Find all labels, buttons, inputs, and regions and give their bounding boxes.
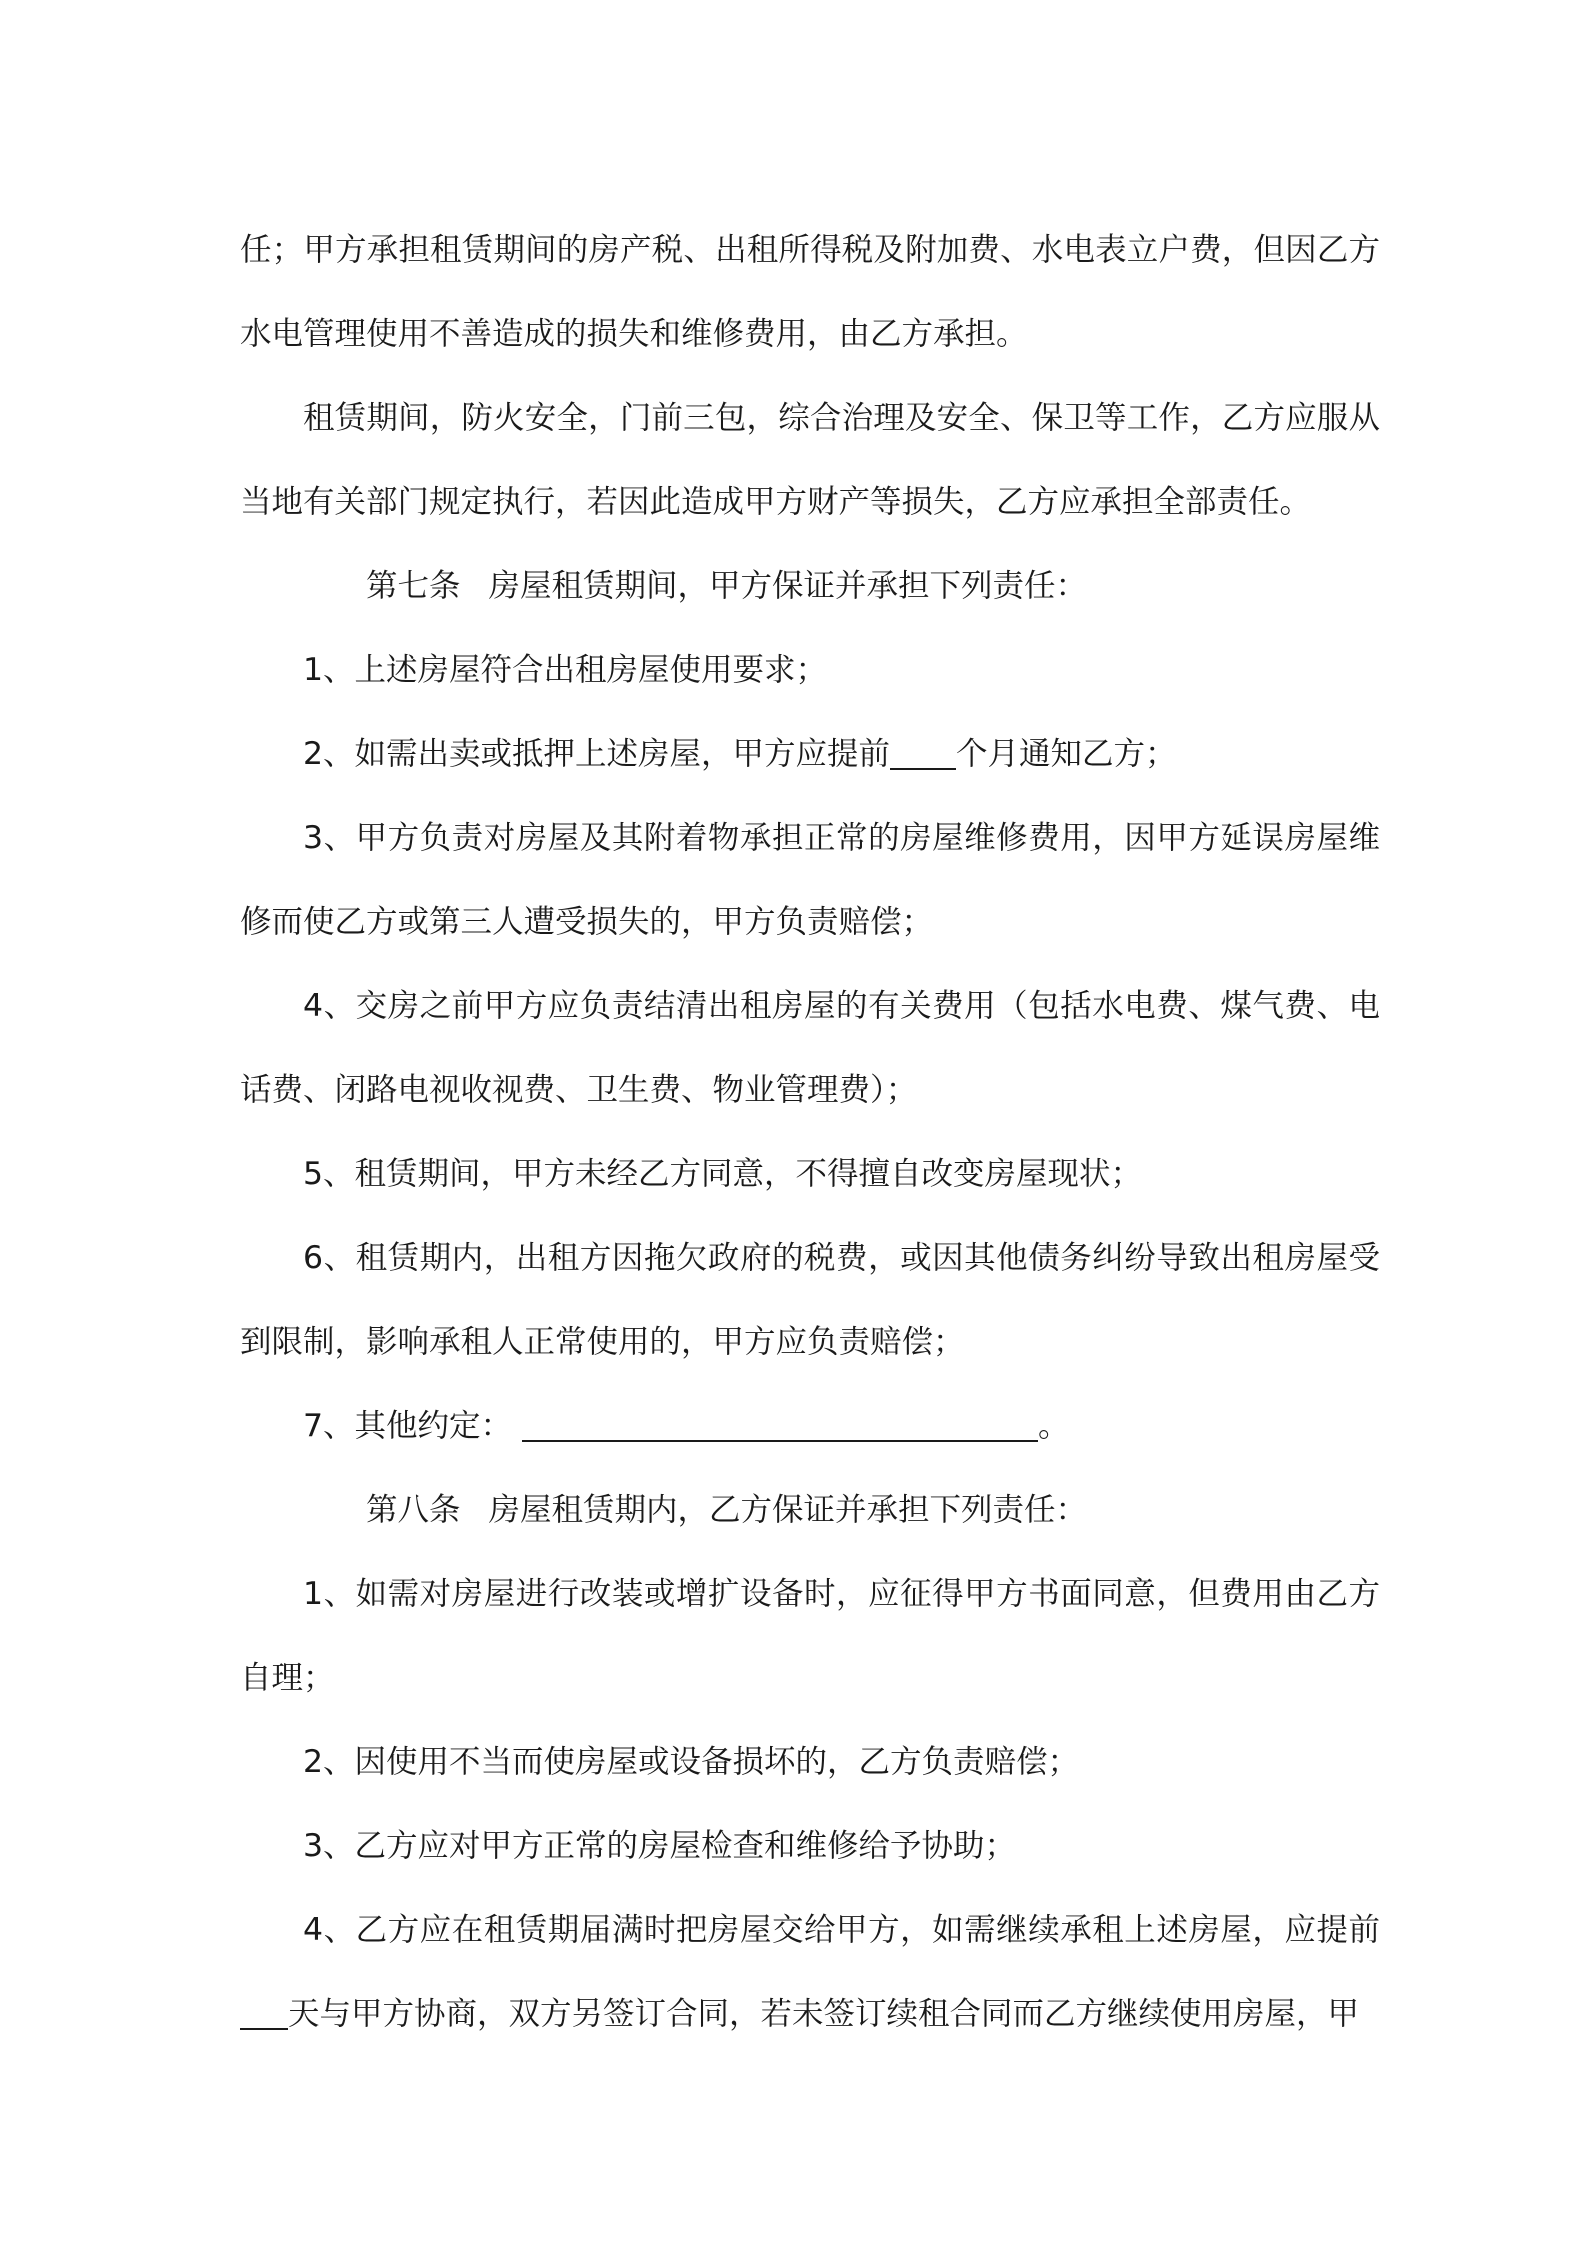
- article-7-item-2: [240, 712, 1380, 796]
- months-blank-field[interactable]: [890, 734, 956, 770]
- article-8-item-3: 3、乙方应对甲方正常的房屋检查和维修给予协助；: [303, 1828, 1017, 1864]
- article-8-heading: [240, 1468, 1380, 1552]
- article-7-label: 第七条: [366, 568, 461, 604]
- article-7-item-6: 6、租赁期内，出租方因拖欠政府的税费，或因其他债务纠纷导致出租房屋受到限制，影响承租人正常使用的，甲方应负责赔偿；: [240, 1240, 1380, 1360]
- article-8-item-2: 2、因使用不当而使房屋或设备损坏的，乙方负责赔偿；: [303, 1744, 1080, 1780]
- article-8-item-4: [240, 1888, 1380, 2056]
- article-7-item-4: 4、交房之前甲方应负责结清出租房屋的有关费用（包括水电费、煤气费、电话费、闭路电视收视费、卫生费、物业管理费）；: [240, 988, 1380, 1108]
- article-7-title: 房屋租赁期间，甲方保证并承担下列责任：: [488, 568, 1088, 604]
- article-8-item-4-text-after: 天与甲方协商，双方另签订合同，若未签订续租合同而乙方继续使用房屋，甲: [288, 1996, 1360, 2032]
- article-8-label: 第八条: [366, 1492, 461, 1528]
- article-8-item-4-text-before: 4、乙方应在租赁期届满时把房屋交给甲方，如需继续承租上述房屋，应提前: [303, 1912, 1380, 1948]
- article-7-item-2-text-before: 2、如需出卖或抵押上述房屋，甲方应提前: [303, 736, 891, 772]
- article-7-item-3: 3、甲方负责对房屋及其附着物承担正常的房屋维修费用，因甲方延误房屋维修而使乙方或第三人遭受损失的，甲方负责赔偿；: [240, 820, 1380, 940]
- paragraph-continued: 任；甲方承担租赁期间的房产税、出租所得税及附加费、水电表立户费，但因乙方水电管理使用不善造成的损失和维修费用，由乙方承担。: [240, 232, 1380, 352]
- article-7-item-7: [240, 1384, 1380, 1468]
- days-blank-field[interactable]: [240, 1994, 288, 2030]
- article-7-item-2-text-after: 个月通知乙方；: [956, 736, 1177, 772]
- paragraph-safety: 租赁期间，防火安全，门前三包，综合治理及安全、保卫等工作，乙方应服从当地有关部门规定执行，若因此造成甲方财产等损失，乙方应承担全部责任。: [240, 400, 1380, 520]
- article-8-item-1: 1、如需对房屋进行改装或增扩设备时，应征得甲方书面同意，但费用由乙方自理；: [240, 1576, 1380, 1696]
- article-8-title: 房屋租赁期内，乙方保证并承担下列责任：: [488, 1492, 1088, 1528]
- article-7-item-5: 5、租赁期间，甲方未经乙方同意，不得擅自改变房屋现状；: [303, 1156, 1143, 1192]
- article-7-item-7-text-before: 7、其他约定：: [303, 1408, 513, 1444]
- article-7-item-7-text-after: 。: [1038, 1408, 1070, 1444]
- article-7-item-1: 1、上述房屋符合出租房屋使用要求；: [303, 652, 828, 688]
- other-agreement-blank-field[interactable]: [522, 1406, 1038, 1442]
- article-7-heading: [240, 544, 1380, 628]
- document-body: [240, 208, 1380, 2056]
